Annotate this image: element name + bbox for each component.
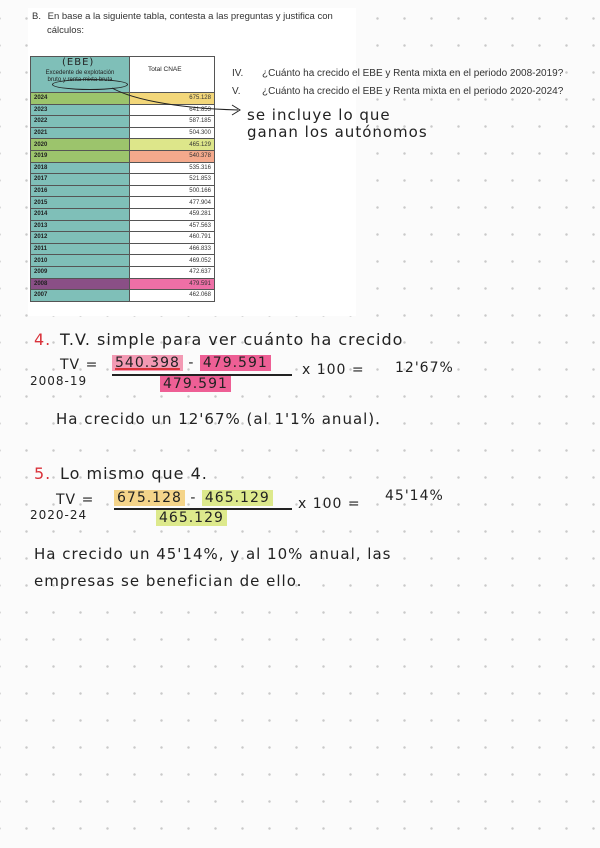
handwritten-ebe-label: (EBE)	[62, 57, 95, 68]
table-row	[31, 290, 215, 302]
table-row	[31, 185, 215, 197]
table-row	[31, 197, 215, 209]
header-left-line-2: bruto y renta mixta bruta	[47, 77, 113, 83]
year-cell: 2017	[31, 174, 130, 186]
value-cell: 587.185	[130, 116, 215, 128]
value-cell: 462.068	[130, 290, 215, 302]
value-cell: 466.833	[130, 243, 215, 255]
year-cell: 2008	[31, 278, 130, 290]
value-cell: 540.378	[130, 150, 215, 162]
denominator: 479.591	[160, 376, 231, 392]
table-row	[31, 162, 215, 174]
year-cell: 2009	[31, 266, 130, 278]
answer-4-denominator	[160, 376, 231, 392]
table-row	[31, 266, 215, 278]
answer-5-numerator	[114, 490, 273, 506]
answer-4-multiplier: x 100 =	[302, 362, 365, 378]
value-cell: 479.591	[130, 278, 215, 290]
year-cell: 2023	[31, 104, 130, 116]
answer-4-result: 12'67%	[395, 360, 454, 376]
table-header-right-label: Total CNAE	[148, 66, 182, 73]
intro-line-2: cálculos:	[47, 25, 84, 36]
table-row	[31, 150, 215, 162]
year-cell: 2019	[31, 150, 130, 162]
table-row	[31, 255, 215, 267]
value-cell: 460.791	[130, 232, 215, 244]
value-cell: 500.166	[130, 185, 215, 197]
answer-4-period: 2008-19	[30, 374, 88, 388]
year-cell: 2014	[31, 208, 130, 220]
value-cell: 535.316	[130, 162, 215, 174]
year-cell: 2011	[31, 243, 130, 255]
numerator-b: 479.591	[200, 355, 271, 371]
answer-5-conclusion-2: empresas se benefician de ello.	[34, 572, 303, 590]
value-cell: 465.129	[130, 139, 215, 151]
answer-5-multiplier: x 100 =	[298, 496, 361, 512]
table-row	[31, 278, 215, 290]
year-cell: 2024	[31, 93, 130, 105]
intro-line-1: En base a la siguiente tabla, contesta a las preguntas y justifica con	[47, 11, 333, 22]
answer-5-result: 45'14%	[385, 488, 444, 504]
minus-sign: -	[188, 355, 195, 371]
answer-4-title: T.V. simple para ver cuánto ha crecido	[60, 330, 404, 349]
answer-5-tv: TV =	[56, 492, 95, 508]
value-cell: 457.563	[130, 220, 215, 232]
answer-4-conclusion: Ha crecido un 12'67% (al 1'1% anual).	[56, 410, 381, 428]
year-cell: 2010	[31, 255, 130, 267]
table-row	[31, 139, 215, 151]
question-text: ¿Cuánto ha crecido el EBE y Renta mixta en el periodo 2008-2019?	[262, 68, 564, 79]
header-left-line-1: Excedente de explotación	[45, 70, 115, 76]
answer-4-number: 4.	[34, 330, 52, 349]
numerator-a: 540.398	[112, 355, 183, 371]
note-line-2: ganan los autónomos	[247, 123, 428, 141]
intro-number: B.	[32, 11, 41, 22]
year-cell: 2020	[31, 139, 130, 151]
answer-5-title: Lo mismo que 4.	[60, 464, 208, 483]
year-cell: 2015	[31, 197, 130, 209]
table-row	[31, 174, 215, 186]
value-cell: 469.052	[130, 255, 215, 267]
value-cell: 472.637	[130, 266, 215, 278]
minus-sign: -	[190, 490, 197, 506]
year-cell: 2013	[31, 220, 130, 232]
value-cell: 521.853	[130, 174, 215, 186]
answer-5-period: 2020-24	[30, 508, 88, 522]
answer-4-tv: TV =	[60, 357, 99, 373]
table-row	[31, 232, 215, 244]
denominator: 465.129	[156, 510, 227, 526]
question-iv	[232, 68, 563, 79]
year-cell: 2016	[31, 185, 130, 197]
year-cell: 2018	[31, 162, 130, 174]
year-cell: 2007	[31, 290, 130, 302]
value-cell: 641.853	[130, 104, 215, 116]
value-cell: 504.300	[130, 127, 215, 139]
numerator-a: 675.128	[114, 490, 185, 506]
table-row	[31, 127, 215, 139]
value-cell: 459.281	[130, 208, 215, 220]
year-cell: 2012	[31, 232, 130, 244]
intro-text	[32, 10, 352, 38]
note-line-1: se incluye lo que	[247, 106, 391, 124]
table-row	[31, 220, 215, 232]
question-v	[232, 86, 563, 97]
answer-5-number: 5.	[34, 464, 52, 483]
arrow-icon	[110, 84, 250, 118]
value-cell: 675.128	[130, 93, 215, 105]
table-row	[31, 243, 215, 255]
answer-5-denominator	[156, 510, 227, 526]
value-cell: 477.904	[130, 197, 215, 209]
question-number: IV.	[232, 68, 244, 79]
question-number: V.	[232, 86, 241, 97]
numerator-b: 465.129	[202, 490, 273, 506]
year-cell: 2021	[31, 127, 130, 139]
answer-4-numerator	[112, 355, 271, 371]
table-row	[31, 208, 215, 220]
question-text: ¿Cuánto ha crecido el EBE y Renta mixta en el periodo 2020-2024?	[262, 86, 564, 97]
year-cell: 2022	[31, 116, 130, 128]
answer-5-conclusion-1: Ha crecido un 45'14%, y al 10% anual, las	[34, 545, 392, 563]
